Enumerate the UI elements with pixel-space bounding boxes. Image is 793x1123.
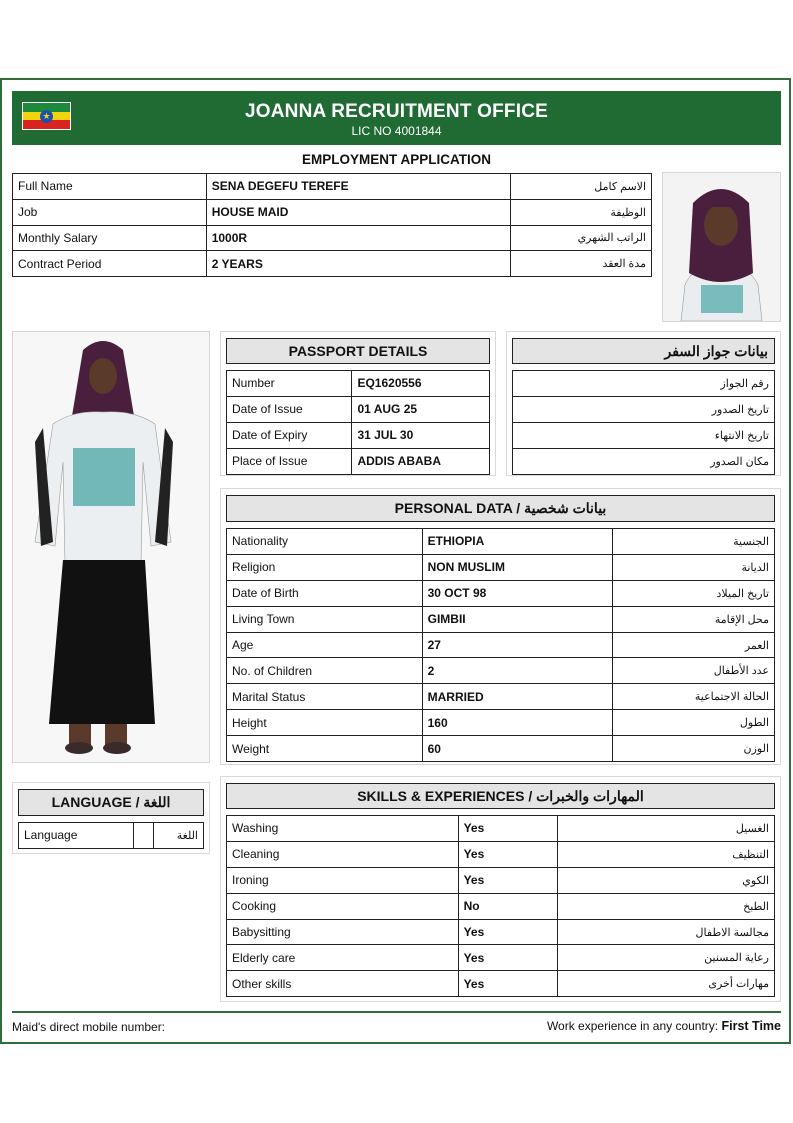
field-label-arabic: مهارات أخرى	[558, 971, 775, 997]
field-label: Date of Issue	[227, 396, 352, 422]
field-label: No. of Children	[227, 658, 423, 684]
personal-data-title: PERSONAL DATA / بيانات شخصية	[226, 495, 775, 522]
passport-arabic-table	[512, 370, 775, 475]
language-title: LANGUAGE / اللغة	[18, 789, 204, 816]
field-label: Monthly Salary	[13, 225, 207, 251]
field-label-arabic: تاريخ الصدور	[513, 396, 775, 422]
field-label: Place of Issue	[227, 448, 352, 474]
field-value: 01 AUG 25	[352, 396, 490, 422]
field-label-arabic: التنظيف	[558, 841, 775, 867]
table-row	[227, 554, 775, 580]
field-value: 2	[422, 658, 613, 684]
table-row	[227, 448, 490, 474]
table-row	[227, 529, 775, 555]
office-title: JOANNA RECRUITMENT OFFICE	[244, 101, 549, 122]
field-value: 31 JUL 30	[352, 422, 490, 448]
table-row	[227, 971, 775, 997]
table-row	[19, 823, 204, 849]
field-label: Living Town	[227, 606, 423, 632]
field-value: Yes	[458, 867, 558, 893]
field-value: ETHIOPIA	[422, 529, 613, 555]
table-row	[227, 736, 775, 762]
field-label: Age	[227, 632, 423, 658]
passport-table	[226, 370, 490, 475]
field-value: 27	[422, 632, 613, 658]
portrait-photo	[662, 172, 781, 322]
field-label-arabic: تاريخ الميلاد	[613, 580, 775, 606]
table-row	[227, 945, 775, 971]
field-label-arabic: الوظيفة	[511, 199, 652, 225]
field-value: No	[458, 893, 558, 919]
office-header	[12, 91, 781, 145]
field-label: Date of Expiry	[227, 422, 352, 448]
table-row	[513, 422, 775, 448]
main-info-table	[12, 173, 652, 277]
table-row	[227, 710, 775, 736]
field-label-arabic: الوزن	[613, 736, 775, 762]
table-row	[513, 371, 775, 397]
field-label-arabic: الاسم كامل	[511, 174, 652, 200]
field-label: Washing	[227, 816, 459, 842]
field-value: HOUSE MAID	[206, 199, 510, 225]
table-row	[227, 841, 775, 867]
field-value: 60	[422, 736, 613, 762]
field-value: Yes	[458, 971, 558, 997]
field-label: Other skills	[227, 971, 459, 997]
application-title: EMPLOYMENT APPLICATION	[302, 152, 491, 167]
field-label: Cooking	[227, 893, 459, 919]
field-value: ADDIS ABABA	[352, 448, 490, 474]
field-label-arabic: محل الإقامة	[613, 606, 775, 632]
work-experience	[547, 1019, 781, 1033]
field-label-arabic: الراتب الشهري	[511, 225, 652, 251]
skills-table	[226, 815, 775, 997]
field-label-arabic: الحالة الاجتماعية	[613, 684, 775, 710]
field-value: 1000R	[206, 225, 510, 251]
table-row	[227, 371, 490, 397]
passport-title-arabic: بيانات جواز السفر	[512, 338, 775, 364]
skills-title: SKILLS & EXPERIENCES / المهارات والخبرات	[226, 783, 775, 809]
table-row	[227, 919, 775, 945]
field-value: MARRIED	[422, 684, 613, 710]
table-row	[227, 658, 775, 684]
field-label: Cleaning	[227, 841, 459, 867]
field-label: Ironing	[227, 867, 459, 893]
table-row	[13, 199, 652, 225]
field-label-arabic: الغسيل	[558, 816, 775, 842]
field-label-arabic: الطول	[613, 710, 775, 736]
mobile-number-label: Maid's direct mobile number:	[12, 1020, 166, 1034]
table-row	[513, 396, 775, 422]
field-label-arabic: الديانة	[613, 554, 775, 580]
table-row	[227, 606, 775, 632]
table-row	[227, 632, 775, 658]
field-label: Full Name	[13, 174, 207, 200]
field-label-arabic: الجنسية	[613, 529, 775, 555]
field-label-arabic: مكان الصدور	[513, 448, 775, 474]
work-experience-label: Work experience in any country:	[546, 1019, 719, 1033]
field-value: EQ1620556	[352, 371, 490, 397]
table-row	[13, 225, 652, 251]
field-label-arabic: رقم الجواز	[513, 371, 775, 397]
field-value: SENA DEGEFU TEREFE	[206, 174, 510, 200]
table-row	[13, 251, 652, 277]
ethiopia-flag-icon: ★	[22, 102, 71, 130]
field-label: Nationality	[227, 529, 423, 555]
field-label: Contract Period	[13, 251, 207, 277]
field-label-arabic: عدد الأطفال	[613, 658, 775, 684]
field-label: Number	[227, 371, 352, 397]
table-row	[227, 816, 775, 842]
field-value: Yes	[458, 816, 558, 842]
field-label: Babysitting	[227, 919, 459, 945]
field-value: Yes	[458, 945, 558, 971]
field-label-arabic: تاريخ الانتهاء	[513, 422, 775, 448]
field-label-arabic: مجالسة الاطفال	[558, 919, 775, 945]
language-table	[18, 822, 204, 849]
table-row	[227, 893, 775, 919]
field-value: 30 OCT 98	[422, 580, 613, 606]
field-label: Marital Status	[227, 684, 423, 710]
field-label: Height	[227, 710, 423, 736]
work-experience-value: First Time	[721, 1019, 781, 1033]
field-label: Date of Birth	[227, 580, 423, 606]
full-body-photo	[12, 331, 210, 763]
table-row	[227, 867, 775, 893]
license-number: LIC NO 4001844	[351, 124, 442, 138]
field-label-arabic: الطبخ	[558, 893, 775, 919]
field-value: NON MUSLIM	[422, 554, 613, 580]
table-row	[227, 684, 775, 710]
field-value: 2 YEARS	[206, 251, 510, 277]
field-label-arabic: مدة العقد	[511, 251, 652, 277]
table-row	[227, 580, 775, 606]
field-label: Elderly care	[227, 945, 459, 971]
field-label-arabic: الكوي	[558, 867, 775, 893]
field-label: Job	[13, 199, 207, 225]
table-row	[227, 396, 490, 422]
table-row	[513, 448, 775, 474]
field-label: Language	[19, 823, 134, 849]
field-label-arabic: رعاية المسنين	[558, 945, 775, 971]
field-value: 160	[422, 710, 613, 736]
field-value: Yes	[458, 841, 558, 867]
field-label: Weight	[227, 736, 423, 762]
field-value: Yes	[458, 919, 558, 945]
field-value: GIMBII	[422, 606, 613, 632]
field-value	[134, 823, 154, 849]
field-label-arabic: العمر	[613, 632, 775, 658]
personal-data-table	[226, 528, 775, 762]
table-row	[227, 422, 490, 448]
table-row	[13, 174, 652, 200]
footer-divider	[12, 1011, 781, 1013]
field-label-arabic: اللغة	[154, 823, 204, 849]
passport-title: PASSPORT DETAILS	[226, 338, 490, 364]
field-label: Religion	[227, 554, 423, 580]
